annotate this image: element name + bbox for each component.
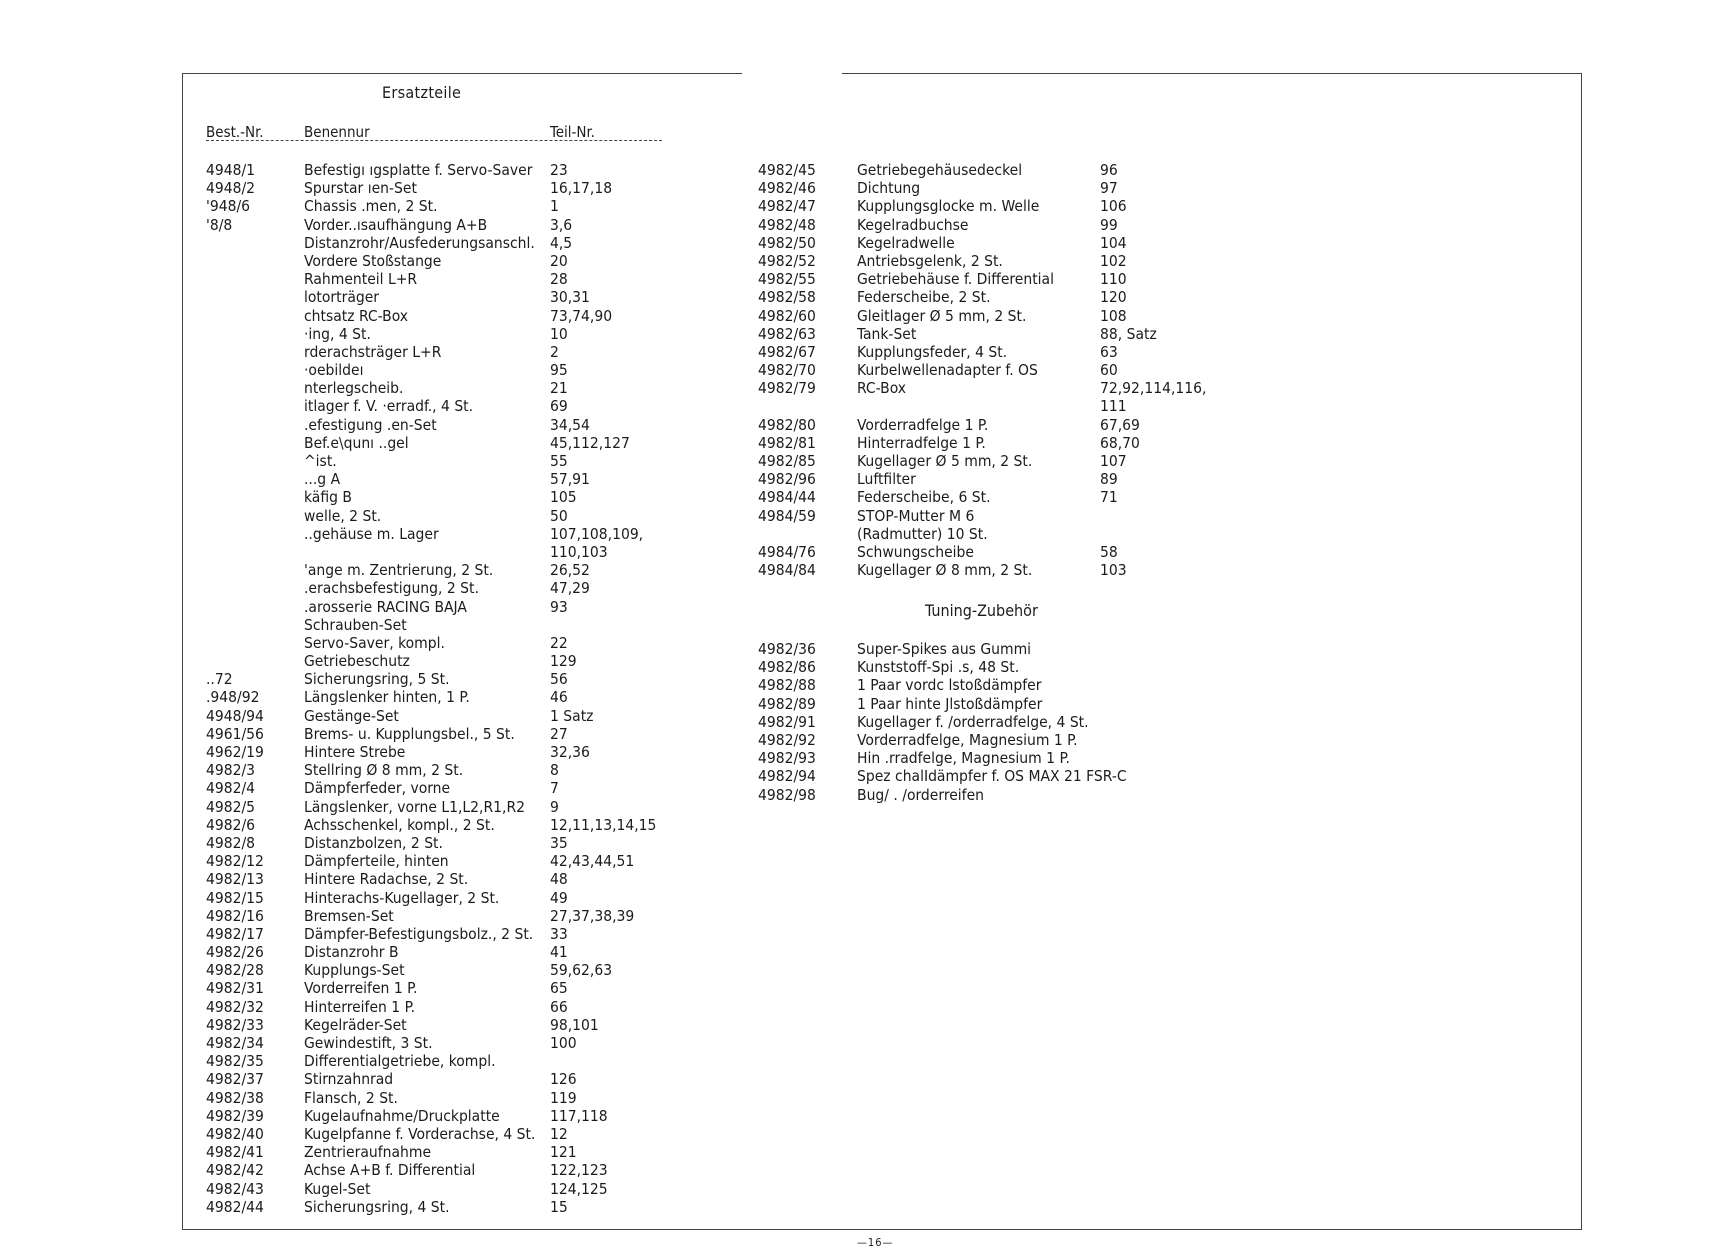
part-name: Kugel-Set — [304, 1179, 371, 1198]
part-name: Stellring Ø 8 mm, 2 St. — [304, 761, 464, 780]
part-name: Hinterreifen 1 P. — [304, 997, 416, 1016]
part-number: 12,11,13,14,15 — [550, 815, 657, 834]
table-row — [0, 579, 840, 597]
part-number: 68,70 — [1100, 433, 1140, 452]
part-number: 126 — [550, 1070, 577, 1089]
order-number: 4982/46 — [758, 179, 816, 198]
table-row — [0, 379, 1300, 397]
part-number: 89 — [1100, 470, 1118, 489]
order-number: 4982/43 — [206, 1179, 264, 1198]
part-name: Kugellager Ø 8 mm, 2 St. — [857, 561, 1033, 580]
part-name: Flansch, 2 St. — [304, 1088, 398, 1107]
order-number: 4961/56 — [206, 724, 264, 743]
order-number: 4982/60 — [758, 306, 816, 325]
part-name: Super-Spikes aus Gummi — [857, 640, 1032, 658]
part-name: Kupplungsfeder, 4 St. — [857, 342, 1008, 361]
order-number: 4982/88 — [758, 676, 816, 695]
table-row — [0, 1089, 840, 1107]
order-number: 4984/59 — [758, 506, 816, 525]
order-number: 4982/16 — [206, 906, 264, 925]
part-number: 46 — [550, 688, 568, 707]
part-number: 48 — [550, 870, 568, 889]
table-row — [0, 416, 1300, 434]
part-name: lotorträger — [304, 288, 380, 307]
table-row — [0, 216, 1300, 234]
part-name: Dämpfer-Befestigungsbolz., 2 St. — [304, 924, 534, 943]
table-row — [0, 397, 1300, 415]
table-row — [0, 1016, 840, 1034]
part-name: käfig B — [304, 488, 352, 507]
part-name: Kunststoff-Spi .s, 48 St. — [857, 658, 1020, 677]
table-row — [0, 288, 1300, 306]
table-row — [0, 525, 1300, 543]
part-number: 102 — [1100, 251, 1127, 270]
part-name: rderachsträger L+R — [304, 342, 442, 361]
column-header-nr: Best.-Nr. — [206, 123, 264, 141]
order-number: 4982/94 — [758, 767, 816, 786]
order-number: 4982/12 — [206, 852, 264, 871]
part-number: 27 — [550, 724, 568, 743]
part-number: 71 — [1100, 488, 1118, 507]
table-row — [0, 270, 1300, 288]
order-number: 4982/47 — [758, 197, 816, 216]
part-name: Befestigı ıgsplatte f. Servo-Saver — [304, 161, 533, 179]
table-row — [0, 1198, 840, 1216]
part-name: welle, 2 St. — [304, 506, 382, 525]
order-number: 4982/52 — [758, 251, 816, 270]
part-number: 104 — [1100, 233, 1127, 252]
part-name: Kugelpfanne f. Vorderachse, 4 St. — [304, 1124, 536, 1143]
table-row — [0, 1180, 840, 1198]
table-row — [0, 834, 840, 852]
table-row — [0, 870, 840, 888]
table-row — [0, 543, 1300, 561]
part-number: 120 — [1100, 288, 1127, 307]
order-number: 4948/94 — [206, 706, 264, 725]
part-number: 108 — [1100, 306, 1127, 325]
part-number: 129 — [550, 652, 577, 671]
part-number: 15 — [550, 1197, 568, 1216]
part-name: ·ing, 4 St. — [304, 324, 371, 343]
part-number: 95 — [550, 361, 568, 380]
table-row — [0, 786, 1300, 804]
part-name: Sicherungsring, 5 St. — [304, 670, 450, 689]
table-row — [0, 961, 840, 979]
table-row — [0, 361, 1300, 379]
part-name: Hintere Radachse, 2 St. — [304, 870, 469, 889]
order-number: 4982/3 — [206, 761, 256, 780]
table-row — [0, 325, 1300, 343]
part-number: 98,101 — [550, 1015, 599, 1034]
part-number: 1 — [550, 197, 559, 216]
part-name: Brems- u. Kupplungsbel., 5 St. — [304, 724, 515, 743]
table-row — [0, 889, 840, 907]
part-name: Differentialgetriebe, kompl. — [304, 1052, 496, 1071]
table-row — [0, 695, 1300, 713]
part-name: ·oebildeı — [304, 361, 364, 380]
order-number: 4982/15 — [206, 888, 264, 907]
part-name: Kupplungsglocke m. Welle — [857, 197, 1040, 216]
part-name: Kupplungs-Set — [304, 961, 405, 980]
order-number: 4982/4 — [206, 779, 256, 798]
part-name: STOP-Mutter M 6 — [857, 506, 975, 525]
order-number: 4948/2 — [206, 179, 256, 198]
part-number: 111 — [1100, 397, 1127, 416]
order-number: 4982/98 — [758, 785, 816, 804]
header-divider — [206, 140, 662, 141]
part-number: 8 — [550, 761, 559, 780]
table-row — [0, 713, 1300, 731]
part-name: Zentrieraufnahme — [304, 1143, 432, 1162]
part-name: Vorderreifen 1 P. — [304, 979, 418, 998]
order-number: 4982/35 — [206, 1052, 264, 1071]
order-number: 4982/6 — [206, 815, 256, 834]
table-row — [0, 731, 1300, 749]
frame-right — [1581, 73, 1582, 1230]
order-number: 4982/36 — [758, 640, 816, 658]
order-number: 4982/44 — [206, 1197, 264, 1216]
order-number: 4982/81 — [758, 433, 816, 452]
table-row — [0, 598, 840, 616]
page-title: Ersatzteile — [382, 83, 462, 102]
table-row — [0, 676, 1300, 694]
order-number: 4982/67 — [758, 342, 816, 361]
part-number: 58 — [1100, 542, 1118, 561]
part-name: ...g A — [304, 470, 341, 489]
part-name: Hinterachs-Kugellager, 2 St. — [304, 888, 500, 907]
order-number: 4984/84 — [758, 561, 816, 580]
part-number: 96 — [1100, 161, 1118, 179]
part-number: 103 — [1100, 561, 1127, 580]
part-name: Kugelaufnahme/Druckplatte — [304, 1106, 500, 1125]
table-row — [0, 925, 840, 943]
part-name: Distanzrohr B — [304, 943, 399, 962]
part-name: Stirnzahnrad — [304, 1070, 394, 1089]
part-name: Kegelräder-Set — [304, 1015, 407, 1034]
order-number: 4982/45 — [758, 161, 816, 179]
part-number: 72,92,114,116, — [1100, 379, 1207, 398]
part-name: Schrauben-Set — [304, 615, 407, 634]
table-row — [0, 234, 1300, 252]
table-row — [0, 816, 840, 834]
part-name: Distanzrohr/Ausfederungsanschl. — [304, 233, 535, 252]
part-name: Antriebsgelenk, 2 St. — [857, 251, 1003, 270]
part-name: itlager f. V. ·erradf., 4 St. — [304, 397, 474, 416]
order-number: 4982/13 — [206, 870, 264, 889]
part-name: Luftfilter — [857, 470, 916, 489]
part-number: 35 — [550, 833, 568, 852]
table-row — [0, 852, 840, 870]
order-number: 4982/70 — [758, 361, 816, 380]
table-row — [0, 749, 1300, 767]
table-row — [0, 343, 1300, 361]
frame-top-left — [182, 73, 742, 74]
part-name: Kugellager Ø 5 mm, 2 St. — [857, 452, 1033, 470]
part-name: 1 Paar vordc lstoßdämpfer — [857, 676, 1042, 695]
order-number: 4982/8 — [206, 833, 256, 852]
part-number: 1 Satz — [550, 706, 594, 725]
part-name: (Radmutter) 10 St. — [857, 524, 988, 543]
part-name: Getriebegehäusedeckel — [857, 161, 1023, 179]
table-row — [0, 640, 1300, 658]
part-number: 41 — [550, 943, 568, 962]
table-row — [0, 488, 1300, 506]
part-number: 16,17,18 — [550, 179, 613, 198]
part-number: 7 — [550, 779, 559, 798]
part-name: Tank-Set — [857, 324, 917, 343]
frame-top-right — [842, 73, 1582, 74]
part-number: 107 — [1100, 452, 1127, 470]
part-number: 30,31 — [550, 288, 590, 307]
part-name: .efestigung .en-Set — [304, 415, 437, 434]
table-row — [0, 197, 1300, 215]
part-name: Vorderradfelge 1 P. — [857, 415, 989, 434]
part-number: 97 — [1100, 179, 1118, 198]
order-number: 4982/5 — [206, 797, 256, 816]
part-name: Distanzbolzen, 2 St. — [304, 833, 443, 852]
part-number: 59,62,63 — [550, 961, 613, 980]
part-name: Kugellager f. /orderradfelge, 4 St. — [857, 712, 1089, 731]
table-row — [0, 452, 1300, 470]
table-row — [0, 179, 1300, 197]
table-row — [0, 658, 1300, 676]
part-name: Dämpferteile, hinten — [304, 852, 449, 871]
order-number: 4982/93 — [758, 749, 816, 768]
part-number: 110 — [1100, 270, 1127, 289]
part-name: Kurbelwellenadapter f. OS — [857, 361, 1038, 380]
order-number: 4982/86 — [758, 658, 816, 677]
order-number: 4984/76 — [758, 542, 816, 561]
order-number: 4984/44 — [758, 488, 816, 507]
part-name: Gleitlager Ø 5 mm, 2 St. — [857, 306, 1027, 325]
table-row — [0, 979, 840, 997]
order-number: 4948/1 — [206, 161, 256, 179]
part-number: 12 — [550, 1124, 568, 1143]
part-name: Bug/ . /orderreifen — [857, 785, 984, 804]
table-row — [0, 1107, 840, 1125]
frame-bottom — [182, 1229, 1582, 1230]
part-number: 100 — [550, 1034, 577, 1052]
part-number: 117,118 — [550, 1106, 608, 1125]
part-number: 28 — [550, 270, 568, 289]
order-number: 4982/85 — [758, 452, 816, 470]
tuning-list — [0, 640, 1300, 804]
part-name: Kegelradbuchse — [857, 215, 969, 234]
table-row — [0, 943, 840, 961]
order-number: 4982/89 — [758, 694, 816, 713]
part-name: Vorder..ısaufhängung A+B — [304, 215, 488, 234]
part-number: 105 — [550, 488, 577, 507]
order-number: 4962/19 — [206, 743, 264, 761]
part-name: .arosserie RACING BAJA — [304, 597, 467, 616]
order-number: 4982/26 — [206, 943, 264, 962]
order-number: 4982/31 — [206, 979, 264, 998]
part-name: Dichtung — [857, 179, 921, 198]
part-number: 66 — [550, 997, 568, 1016]
part-name: Hin .rradfelge, Magnesium 1 P. — [857, 749, 1070, 768]
part-name: Sicherungsring, 4 St. — [304, 1197, 450, 1216]
order-number: 4982/17 — [206, 924, 264, 943]
part-name: Bef.e\qunı ..gel — [304, 433, 409, 452]
parts-list-right — [0, 161, 1300, 579]
table-row — [0, 307, 1300, 325]
part-name: Spez chalIdämpfer f. OS MAX 21 FSR-C — [857, 767, 1127, 786]
part-number: 4,5 — [550, 233, 573, 252]
part-name: Längslenker hinten, 1 P. — [304, 688, 470, 707]
part-name: Chassis .men, 2 St. — [304, 197, 438, 216]
part-number: 55 — [550, 452, 568, 470]
part-name: Gestänge-Set — [304, 706, 399, 725]
table-row — [0, 1034, 840, 1052]
part-name: ^ist. — [304, 452, 337, 470]
part-name: Vordere Stoßstange — [304, 251, 442, 270]
part-number: 20 — [550, 251, 568, 270]
part-name: Servo-Saver, kompl. — [304, 633, 445, 652]
order-number: 4982/33 — [206, 1015, 264, 1034]
part-name: Achsschenkel, kompl., 2 St. — [304, 815, 495, 834]
table-row — [0, 1143, 840, 1161]
part-number: 57,91 — [550, 470, 590, 489]
order-number: 4982/63 — [758, 324, 816, 343]
part-name: Längslenker, vorne L1,L2,R1,R2 — [304, 797, 526, 816]
order-number: '948/6 — [206, 197, 251, 216]
table-row — [0, 507, 1300, 525]
part-number: 9 — [550, 797, 559, 816]
table-row — [0, 998, 840, 1016]
part-number: 106 — [1100, 197, 1127, 216]
order-number: 4982/39 — [206, 1106, 264, 1125]
part-number: 119 — [550, 1088, 577, 1107]
order-number: 4982/92 — [758, 730, 816, 749]
part-number: 50 — [550, 506, 568, 525]
order-number: 4982/91 — [758, 712, 816, 731]
part-number: 110,103 — [550, 542, 608, 561]
order-number: 4982/58 — [758, 288, 816, 307]
table-row — [0, 1052, 840, 1070]
part-number: 21 — [550, 379, 568, 398]
part-name: Dämpferfeder, vorne — [304, 779, 451, 798]
part-number: 63 — [1100, 342, 1118, 361]
order-number: 4982/96 — [758, 470, 816, 489]
part-number: 93 — [550, 597, 568, 616]
table-row — [0, 907, 840, 925]
part-name: Federscheibe, 2 St. — [857, 288, 991, 307]
order-number: 4982/42 — [206, 1161, 264, 1180]
order-number: 4982/32 — [206, 997, 264, 1016]
part-number: 99 — [1100, 215, 1118, 234]
table-row — [0, 434, 1300, 452]
order-number: 4982/41 — [206, 1143, 264, 1162]
table-row — [0, 1125, 840, 1143]
part-number: 124,125 — [550, 1179, 608, 1198]
part-number: 56 — [550, 670, 568, 689]
part-number: 107,108,109, — [550, 524, 644, 543]
part-number: 88, Satz — [1100, 324, 1157, 343]
part-number: 47,29 — [550, 579, 590, 598]
table-row — [0, 561, 1300, 579]
part-name: 'ange m. Zentrierung, 2 St. — [304, 561, 494, 580]
part-number: 67,69 — [1100, 415, 1140, 434]
order-number: 4982/38 — [206, 1088, 264, 1107]
part-number: 60 — [1100, 361, 1118, 380]
table-row — [0, 252, 1300, 270]
part-number: 27,37,38,39 — [550, 906, 635, 925]
part-number: 65 — [550, 979, 568, 998]
tuning-section-title: Tuning-Zubehör — [925, 601, 1038, 620]
part-number: 22 — [550, 633, 568, 652]
part-name: chtsatz RC-Box — [304, 306, 408, 325]
page-number: —16— — [857, 1236, 894, 1249]
part-name: ..gehäuse m. Lager — [304, 524, 439, 543]
order-number: 4982/40 — [206, 1124, 264, 1143]
part-name: 1 Paar hinte Jlstoßdämpfer — [857, 694, 1043, 713]
part-name: nterlegscheib. — [304, 379, 404, 398]
part-number: 69 — [550, 397, 568, 416]
part-name: Federscheibe, 6 St. — [857, 488, 991, 507]
part-number: 26,52 — [550, 561, 590, 580]
part-number: 45,112,127 — [550, 433, 630, 452]
table-row — [0, 161, 1300, 179]
part-number: 10 — [550, 324, 568, 343]
column-header-name: Benennur — [304, 123, 370, 141]
order-number: 4982/34 — [206, 1034, 264, 1052]
table-row — [0, 1070, 840, 1088]
part-name: .erachsbefestigung, 2 St. — [304, 579, 479, 598]
table-row — [0, 470, 1300, 488]
part-name: Rahmenteil L+R — [304, 270, 418, 289]
part-number: 33 — [550, 924, 568, 943]
order-number: '8/8 — [206, 215, 233, 234]
column-header-part: Teil-Nr. — [550, 123, 595, 141]
part-name: Hinterradfelge 1 P. — [857, 433, 986, 452]
part-name: Gewindestift, 3 St. — [304, 1034, 433, 1052]
order-number: 4982/28 — [206, 961, 264, 980]
order-number: ..72 — [206, 670, 233, 689]
order-number: 4982/37 — [206, 1070, 264, 1089]
table-row — [0, 767, 1300, 785]
order-number: .948/92 — [206, 688, 260, 707]
part-number: 2 — [550, 342, 559, 361]
order-number: 4982/55 — [758, 270, 816, 289]
part-name: Bremsen-Set — [304, 906, 394, 925]
part-name: Hintere Strebe — [304, 743, 406, 761]
part-name: Vorderradfelge, Magnesium 1 P. — [857, 730, 1078, 749]
part-number: 122,123 — [550, 1161, 608, 1180]
order-number: 4982/50 — [758, 233, 816, 252]
part-name: Spurstar ıen-Set — [304, 179, 417, 198]
order-number: 4982/80 — [758, 415, 816, 434]
order-number: 4982/48 — [758, 215, 816, 234]
order-number: 4982/79 — [758, 379, 816, 398]
table-row — [0, 1161, 840, 1179]
part-number: 73,74,90 — [550, 306, 613, 325]
part-number: 3,6 — [550, 215, 573, 234]
part-name: Achse A+B f. Differential — [304, 1161, 476, 1180]
part-name: Kegelradwelle — [857, 233, 955, 252]
part-name: Getriebehäuse f. Differential — [857, 270, 1054, 289]
part-name: Getriebeschutz — [304, 652, 410, 671]
table-row — [0, 616, 840, 634]
part-number: 42,43,44,51 — [550, 852, 635, 871]
part-number: 32,36 — [550, 743, 590, 761]
part-name: Schwungscheibe — [857, 542, 974, 561]
part-number: 121 — [550, 1143, 577, 1162]
part-name: RC-Box — [857, 379, 907, 398]
part-number: 34,54 — [550, 415, 590, 434]
part-number: 49 — [550, 888, 568, 907]
part-number: 23 — [550, 161, 568, 179]
